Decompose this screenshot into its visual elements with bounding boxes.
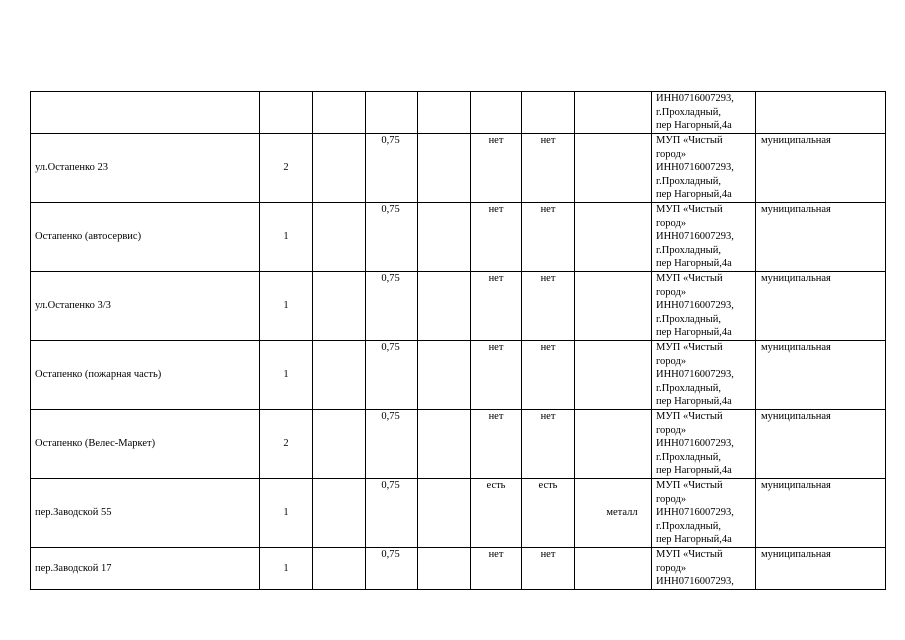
operator-line: город»: [656, 217, 687, 229]
blank-cell: [313, 479, 366, 548]
operator-line: ИНН0716007293,: [656, 369, 734, 381]
operator-line: г.Прохладный,: [656, 244, 721, 256]
count-cell: 1: [260, 548, 313, 590]
operator-cell: [652, 479, 756, 548]
volume-cell: 0,75: [366, 548, 418, 590]
flag-cell: нет: [522, 341, 575, 410]
operator-line: пер Нагорный,4а: [656, 120, 732, 132]
blank-cell: [313, 548, 366, 590]
operator-line: город»: [656, 148, 687, 160]
ownership-cell: муниципальная: [756, 548, 886, 590]
table-row: [31, 479, 886, 548]
count-cell: 1: [260, 203, 313, 272]
address-cell: пер.Заводской 17: [31, 548, 260, 590]
flag-cell: нет: [522, 134, 575, 203]
operator-line: ИНН0716007293,: [656, 231, 734, 243]
operator-line: город»: [656, 355, 687, 367]
material-cell: [575, 134, 652, 203]
volume-cell: 0,75: [366, 272, 418, 341]
operator-line: город»: [656, 493, 687, 505]
operator-line: пер Нагорный,4а: [656, 465, 732, 477]
flag-cell: нет: [522, 203, 575, 272]
operator-cell: [652, 203, 756, 272]
ownership-cell: муниципальная: [756, 479, 886, 548]
operator-line: г.Прохладный,: [656, 382, 721, 394]
table-row: [31, 341, 886, 410]
volume-cell: [366, 92, 418, 134]
blank-cell: [418, 272, 471, 341]
address-cell: ул.Остапенко 3/3: [31, 272, 260, 341]
operator-cell: [652, 410, 756, 479]
volume-cell: 0,75: [366, 410, 418, 479]
count-cell: 1: [260, 341, 313, 410]
count-cell: 2: [260, 134, 313, 203]
operator-line: пер Нагорный,4а: [656, 327, 732, 339]
flag-cell: нет: [471, 134, 522, 203]
blank-cell: [313, 203, 366, 272]
operator-line: ИНН0716007293,: [656, 93, 734, 104]
material-cell: [575, 410, 652, 479]
table-row: [31, 272, 886, 341]
operator-line: ИНН0716007293,: [656, 438, 734, 450]
operator-line: г.Прохладный,: [656, 106, 721, 118]
material-cell: [575, 548, 652, 590]
material-cell: [575, 92, 652, 134]
address-cell: [31, 92, 260, 134]
flag-cell: [471, 92, 522, 134]
flag-cell: нет: [471, 272, 522, 341]
operator-line: пер Нагорный,4а: [656, 534, 732, 546]
blank-cell: [418, 134, 471, 203]
address-cell: Остапенко (Велес-Маркет): [31, 410, 260, 479]
operator-line: МУП «Чистый: [656, 135, 723, 146]
ownership-cell: муниципальная: [756, 134, 886, 203]
flag-cell: нет: [471, 203, 522, 272]
operator-cell: [652, 272, 756, 341]
blank-cell: [313, 410, 366, 479]
volume-cell: 0,75: [366, 134, 418, 203]
address-cell: Остапенко (пожарная часть): [31, 341, 260, 410]
operator-line: ИНН0716007293,: [656, 576, 734, 588]
address-cell: пер.Заводской 55: [31, 479, 260, 548]
operator-line: г.Прохладный,: [656, 313, 721, 325]
flag-cell: нет: [522, 548, 575, 590]
material-cell: металл: [575, 479, 652, 548]
volume-cell: 0,75: [366, 341, 418, 410]
blank-cell: [418, 548, 471, 590]
material-cell: [575, 341, 652, 410]
table-row: [31, 548, 886, 590]
operator-line: г.Прохладный,: [656, 175, 721, 187]
operator-line: ИНН0716007293,: [656, 300, 734, 312]
table-row-continuation: [31, 92, 886, 134]
table-row: [31, 203, 886, 272]
count-cell: [260, 92, 313, 134]
blank-cell: [313, 341, 366, 410]
flag-cell: [522, 92, 575, 134]
operator-line: МУП «Чистый: [656, 549, 723, 560]
flag-cell: есть: [522, 479, 575, 548]
operator-line: пер Нагорный,4а: [656, 258, 732, 270]
volume-cell: 0,75: [366, 203, 418, 272]
operator-line: МУП «Чистый: [656, 342, 723, 353]
flag-cell: нет: [471, 341, 522, 410]
ownership-cell: муниципальная: [756, 410, 886, 479]
flag-cell: нет: [522, 272, 575, 341]
operator-line: пер Нагорный,4а: [656, 189, 732, 201]
operator-line: пер Нагорный,4а: [656, 396, 732, 408]
blank-cell: [418, 341, 471, 410]
operator-line: город»: [656, 286, 687, 298]
flag-cell: нет: [471, 548, 522, 590]
table-row: [31, 134, 886, 203]
operator-line: МУП «Чистый: [656, 204, 723, 215]
operator-line: г.Прохладный,: [656, 451, 721, 463]
operator-line: ИНН0716007293,: [656, 507, 734, 519]
blank-cell: [313, 92, 366, 134]
operator-cell: [652, 341, 756, 410]
blank-cell: [418, 479, 471, 548]
operator-line: МУП «Чистый: [656, 480, 723, 491]
operator-line: МУП «Чистый: [656, 273, 723, 284]
flag-cell: нет: [522, 410, 575, 479]
operator-line: город»: [656, 424, 687, 436]
operator-cell: [652, 548, 756, 590]
blank-cell: [418, 203, 471, 272]
ownership-cell: [756, 92, 886, 134]
ownership-cell: муниципальная: [756, 203, 886, 272]
blank-cell: [418, 410, 471, 479]
flag-cell: есть: [471, 479, 522, 548]
blank-cell: [313, 134, 366, 203]
count-cell: 1: [260, 479, 313, 548]
address-cell: ул.Остапенко 23: [31, 134, 260, 203]
operator-line: город»: [656, 562, 687, 574]
blank-cell: [418, 92, 471, 134]
operator-cell: [652, 134, 756, 203]
count-cell: 1: [260, 272, 313, 341]
address-cell: Остапенко (автосервис): [31, 203, 260, 272]
operator-cell: [652, 92, 756, 134]
material-cell: [575, 272, 652, 341]
count-cell: 2: [260, 410, 313, 479]
ownership-cell: муниципальная: [756, 341, 886, 410]
table-row: [31, 410, 886, 479]
volume-cell: 0,75: [366, 479, 418, 548]
operator-line: МУП «Чистый: [656, 411, 723, 422]
ownership-cell: муниципальная: [756, 272, 886, 341]
blank-cell: [313, 272, 366, 341]
flag-cell: нет: [471, 410, 522, 479]
operator-line: г.Прохладный,: [656, 520, 721, 532]
waste-sites-table: [30, 91, 886, 590]
operator-line: ИНН0716007293,: [656, 162, 734, 174]
material-cell: [575, 203, 652, 272]
